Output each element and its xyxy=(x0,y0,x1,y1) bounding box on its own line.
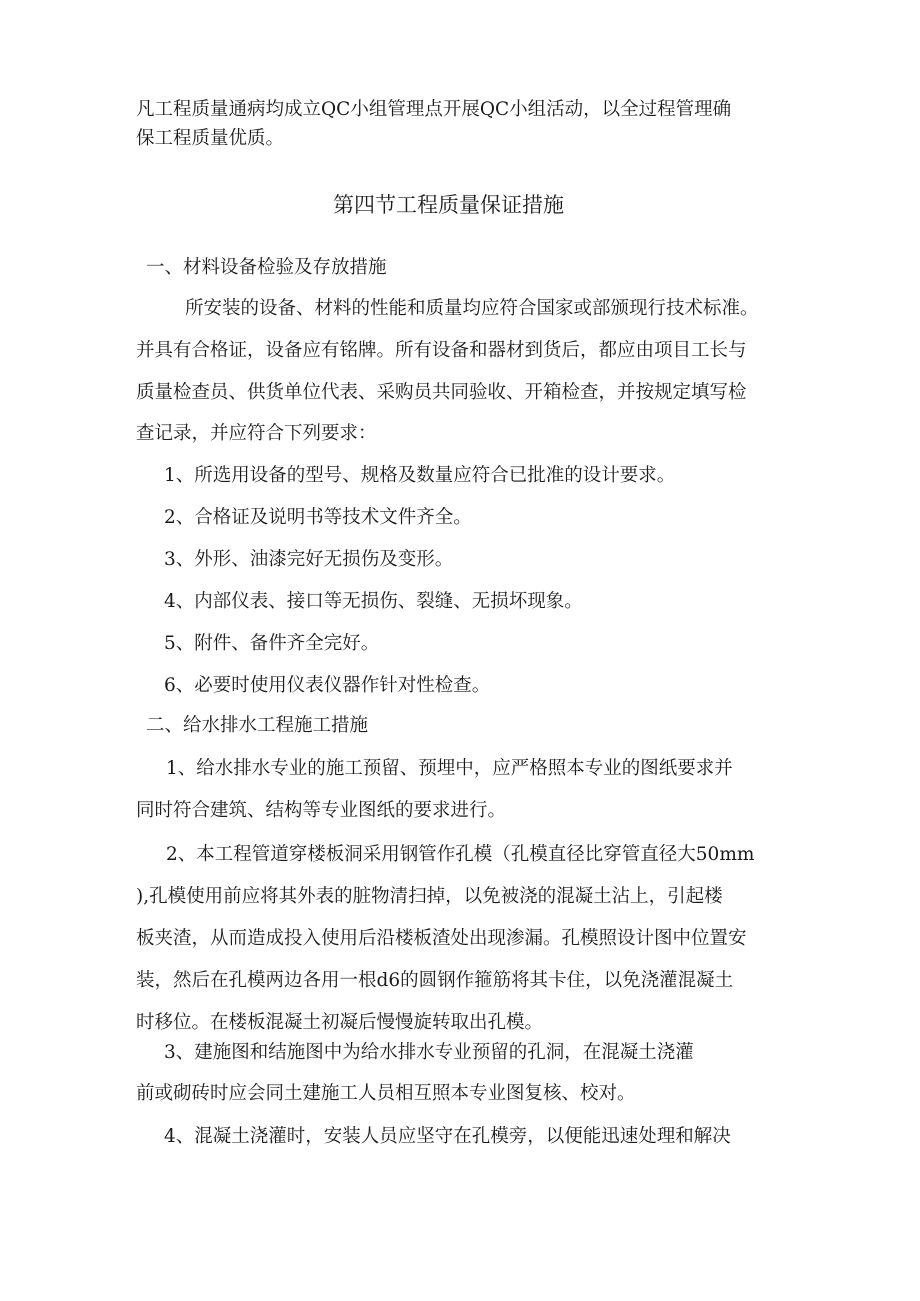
part1-heading: 一、材料设备检验及存放措施 xyxy=(146,257,387,278)
part2-para-line: 2、本工程管道穿楼板洞采用钢管作孔模（孔模直径比穿管直径大50mm xyxy=(166,844,755,865)
part2-para-line: 1、给水排水专业的施工预留、预埋中，应严格照本专业的图纸要求并 xyxy=(166,758,733,779)
part1-item: 2、合格证及说明书等技术文件齐全。 xyxy=(164,507,472,528)
part1-para-line: 所安装的设备、材料的性能和质量均应符合国家或部颁现行技术标准。 xyxy=(185,298,759,319)
part1-item: 4、内部仪表、接口等无损伤、裂缝、无损坏现象。 xyxy=(164,591,583,612)
part1-item: 1、所选用设备的型号、规格及数量应符合已批准的设计要求。 xyxy=(164,465,676,486)
part2-heading: 二、给水排水工程施工措施 xyxy=(146,715,369,736)
part1-item: 5、附件、备件齐全完好。 xyxy=(164,633,380,654)
part2-para-line: 同时符合建筑、结构等专业图纸的要求进行。 xyxy=(136,800,507,821)
part2-para-line: 前或砌砖时应会同土建施工人员相互照本专业图复核、校对。 xyxy=(136,1083,636,1104)
part2-para-line: 3、建施图和结施图中为给水排水专业预留的孔洞，在混凝土浇灌 xyxy=(164,1042,694,1063)
part1-para-line: 并具有合格证，设备应有铭牌。所有设备和器材到货后，都应由项目工长与 xyxy=(136,340,747,361)
part2-para-line: ),孔模使用前应将其外表的脏物清扫掉，以免被浇的混凝土沾上，引起楼 xyxy=(136,886,723,907)
part1-para-line: 查记录，并应符合下列要求： xyxy=(136,423,377,444)
part2-para-line: 4、混凝土浇灌时，安装人员应坚守在孔模旁，以便能迅速处理和解决 xyxy=(164,1126,731,1147)
part2-para-line: 板夹渣，从而造成投入使用后沿楼板渣处出现渗漏。孔模照设计图中位置安 xyxy=(136,928,747,949)
part1-item: 6、必要时使用仪表仪器作针对性检查。 xyxy=(164,675,491,696)
intro-line: 保工程质量优质。 xyxy=(136,128,285,149)
intro-line: 凡工程质量通病均成立QC小组管理点开展QC小组活动，以全过程管理确 xyxy=(136,99,732,120)
section-title: 第四节工程质量保证措施 xyxy=(333,193,564,217)
part1-para-line: 质量检查员、供货单位代表、采购员共同验收、开箱检查，并按规定填写检 xyxy=(136,382,747,403)
part2-para-line: 时移位。在楼板混凝土初凝后慢慢旋转取出孔模。 xyxy=(136,1012,544,1033)
part1-item: 3、外形、油漆完好无损伤及变形。 xyxy=(164,549,454,570)
part2-para-line: 装，然后在孔模两边各用一根d6的圆钢作箍筋将其卡住，以免浇灌混凝土 xyxy=(136,970,734,991)
